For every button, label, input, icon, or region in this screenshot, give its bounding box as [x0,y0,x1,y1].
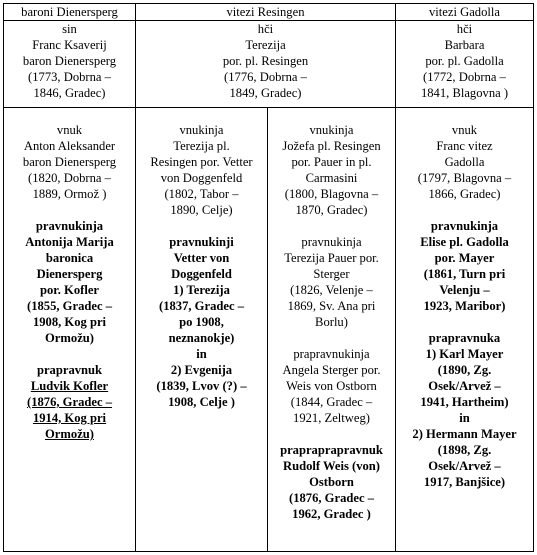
parent-birth: (1773, Dobrna – [28,70,111,84]
person-line: Sterger [313,267,350,281]
block-spacer [137,218,266,234]
person-line: von Doggenfeld [160,171,243,185]
person-line: 1890, Celje) [170,203,233,217]
person-line: Terezija Pauer por. [284,251,379,265]
person-line: Borlu) [315,315,348,329]
descendants-dienersperg [4,108,136,552]
block-spacer [269,330,394,346]
person-line: 1) Karl Mayer [425,347,504,361]
parent-name: Barbara [444,38,485,52]
person-line: 1908, Kog pri [32,315,107,329]
person-line: 1962, Gradec ) [292,507,371,521]
parent-death: 1841, Blagovna ) [420,86,509,100]
parent-death: 1849, Gradec) [229,86,302,100]
header-dienersperg: baroni Dienersperg [4,4,136,21]
relation-label: vnuk [451,123,478,137]
person-line: Weis von Ostborn [286,379,377,393]
person-line: 1914, Kog pri [32,411,107,425]
parents-row [4,21,534,108]
person-line: Anton Aleksander [23,139,116,153]
parent-birth: (1772, Dobrna – [423,70,506,84]
person-entry [397,122,532,202]
person-line: (1837, Gradec – [159,299,244,313]
person-line: (1861, Turn pri [423,267,506,281]
person-line: por. Mayer [434,251,495,265]
person-line: (1820, Dobrna – [28,171,111,185]
relation-label: pravnukinji [169,235,234,249]
descendants-resingen-vetter [136,108,268,552]
relation-label: prapraprapravnuk [280,443,383,457]
genealogy-table [3,3,534,552]
person-line: 1917, Banjšice) [423,475,506,489]
person-line: Doggenfeld [171,267,232,281]
person-line: 1941, Hartheim) [420,395,509,409]
person-line: Velenju – [439,283,490,297]
person-line: Osek/Arvež – [428,379,501,393]
relation-label: prapravnukinja [293,347,370,361]
person-line: Ostborn [309,475,354,489]
person-line: (1800, Blagovna – [284,187,379,201]
relation-label: pravnukinja [430,219,499,233]
parent-name: Terezija [245,38,286,52]
person-line: Dienersperg [36,267,103,281]
relation-label: vnukinja [179,123,224,137]
person-line: Resingen por. Vetter [150,155,253,169]
person-line: neznanokje) [168,331,235,345]
parent-title: baron Dienersperg [22,54,117,68]
person-line: po 1908, [179,315,224,329]
person-line: Rudolf Weis (von) [282,459,381,473]
person-line: 1923, Maribor) [423,299,506,313]
person-entry [269,234,394,330]
person-line: (1876, Gradec – [289,491,374,505]
person-line: in [459,411,470,425]
relation-label: vnuk [56,123,83,137]
relation-label: prapravnuk [36,363,103,377]
person-entry [269,346,394,426]
person-line: Angela Sterger por. [282,363,381,377]
parent-gadolla [396,21,534,108]
person-line: (1826, Velenje – [290,283,373,297]
block-spacer [269,218,394,234]
person-line: 1866, Gradec) [428,187,501,201]
person-entry [5,362,134,442]
person-line: 1) Terezija [173,283,230,297]
person-line: Franc vitez [436,139,493,153]
person-entry [397,330,532,490]
parent-birth: (1776, Dobrna – [224,70,307,84]
person-line: (1890, Zg. [437,363,492,377]
person-line: (1844, Gradec – [290,395,373,409]
person-line: baron Dienersperg [22,155,117,169]
person-line: baronica [45,251,94,265]
person-entry [269,442,394,522]
descendants-resingen-pauer [268,108,396,552]
parent-relation: hči [456,22,473,36]
block-spacer [397,314,532,330]
person-entry [397,218,532,314]
person-entry [137,234,266,410]
person-line: Vetter von [173,251,230,265]
person-line: Carmasini [305,171,358,185]
person-line: (1802, Tabor – [164,187,239,201]
block-spacer [269,426,394,442]
person-entry [269,122,394,218]
person-line: Osek/Arvež – [428,459,501,473]
person-line: Jožefa pl. Resingen [282,139,381,153]
person-line: 1889, Ormož ) [32,187,107,201]
person-line: Elise pl. Gadolla [420,235,509,249]
person-entry [5,218,134,346]
person-entry [5,122,134,202]
person-line: (1876, Gradec – [27,395,112,409]
person-line: por. Pauer in pl. [291,155,372,169]
person-line: Terezija pl. [173,139,230,153]
relation-label: pravnukinja [35,219,104,233]
person-line: (1797, Blagovna – [417,171,512,185]
block-spacer [397,202,532,218]
person-line: 2) Hermann Mayer [412,427,517,441]
descendants-gadolla [396,108,534,552]
person-line: Gadolla [444,155,485,169]
header-gadolla: vitezi Gadolla [396,4,534,21]
person-line: 2) Evgenija [170,363,233,377]
person-line: 1908, Celje ) [168,395,235,409]
person-line: (1839, Lvov (?) – [156,379,247,393]
block-spacer [5,202,134,218]
person-line: 1870, Gradec) [295,203,368,217]
relation-label: pravnukinja [301,235,362,249]
person-line: 1869, Sv. Ana pri [287,299,376,313]
relation-label: prapravnuka [428,331,501,345]
parent-dienersperg [4,21,136,108]
person-line: 1921, Zeltweg) [293,411,370,425]
parent-title: por. pl. Gadolla [425,54,504,68]
person-entry [137,122,266,218]
descendants-row [4,108,534,552]
header-row [4,4,534,21]
parent-resingen [136,21,396,108]
header-resingen: vitezi Resingen [136,4,396,21]
parent-title: por. pl. Resingen [222,54,309,68]
person-line: Ludvik Kofler [30,379,109,393]
parent-death: 1846, Gradec) [33,86,106,100]
person-line: Ormožu) [45,427,94,441]
block-spacer [5,346,134,362]
person-line: in [196,347,207,361]
person-line: (1898, Zg. [437,443,492,457]
relation-label: vnukinja [309,123,354,137]
parent-relation: hči [257,22,274,36]
person-line: (1855, Gradec – [27,299,112,313]
parent-relation: sin [62,22,77,36]
person-line: Antonija Marija [25,235,114,249]
person-line: Ormožu) [45,331,94,345]
parent-name: Franc Ksaverij [32,38,107,52]
person-line: por. Kofler [40,283,99,297]
